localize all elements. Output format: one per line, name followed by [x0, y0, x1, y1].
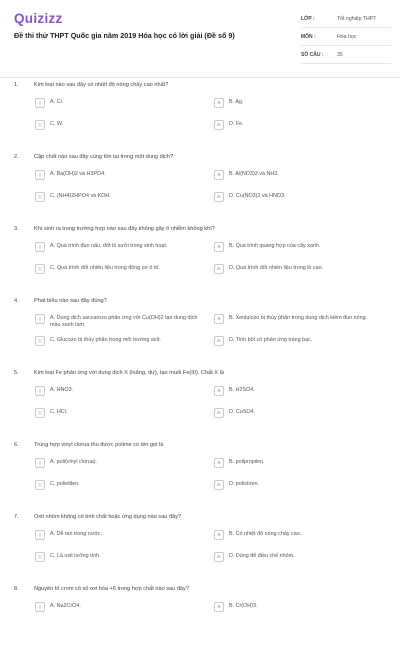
- question-text: Phát biểu nào sau đây đúng?: [34, 298, 107, 304]
- answer-option-d[interactable]: [214, 337, 384, 346]
- answer-option-a[interactable]: [35, 99, 205, 108]
- option-letter-box: A: [35, 530, 45, 540]
- option-letter-box: B: [214, 170, 224, 180]
- answer-option-a[interactable]: [35, 243, 205, 252]
- option-text: B. Quá trình quang hợp của cây xanh.: [229, 243, 321, 249]
- option-letter-box: B: [214, 98, 224, 108]
- option-letter-box: A: [35, 98, 45, 108]
- option-text: D. CuSO4.: [229, 409, 256, 415]
- option-text: A. Cr.: [50, 99, 64, 105]
- question-text: Kim loại Fe phản ứng với dung dịch X (loãng, dư), tạo muối Fe(III). Chất X là: [34, 370, 224, 376]
- question-number: 8.: [14, 586, 19, 592]
- option-letter-box: A: [35, 458, 45, 468]
- question-number: 4.: [14, 298, 19, 304]
- meta-value: Tốt nghiệp THPT: [337, 15, 377, 22]
- answer-option-c[interactable]: [35, 193, 205, 202]
- option-letter-box: C: [35, 120, 45, 130]
- answer-option-b[interactable]: [214, 459, 384, 468]
- question-number: 1.: [14, 82, 19, 88]
- answer-option-d[interactable]: [214, 481, 384, 490]
- option-text: B. Cr(OH)3.: [229, 603, 258, 609]
- question-3: [0, 222, 400, 294]
- answer-option-d[interactable]: [214, 121, 384, 130]
- option-letter-box: C: [35, 336, 45, 346]
- answer-option-c[interactable]: [35, 121, 205, 130]
- option-letter-box: D: [214, 120, 224, 130]
- option-letter-box: A: [35, 314, 45, 324]
- question-text: Cặp chất nào sau đây cùng tồn tại trong một dung dịch?: [34, 154, 174, 160]
- option-letter-box: B: [214, 314, 224, 324]
- question-text: Trùng hợp vinyl clorua thu được polime có tên gọi là: [34, 442, 164, 448]
- question-number: 3.: [14, 226, 19, 232]
- meta-row-question-count: [301, 46, 391, 64]
- option-letter-box: B: [214, 386, 224, 396]
- question-number: 5.: [14, 370, 19, 376]
- question-8: [0, 582, 400, 654]
- option-text: C. Quá trình đốt nhiên liệu trong động cơ ô tô.: [50, 265, 160, 271]
- meta-row-class: [301, 10, 391, 28]
- option-letter-box: D: [214, 480, 224, 490]
- answer-option-a[interactable]: [35, 603, 205, 612]
- answer-option-b[interactable]: [214, 315, 384, 324]
- option-letter-box: C: [35, 552, 45, 562]
- answer-option-a[interactable]: [35, 531, 205, 540]
- option-text: A. poli(vinyl clorua).: [50, 459, 98, 465]
- option-text: A. Dung dịch saccarozo phản ứng với Cu(OH)2 tạo dung dịch màu xanh lam.: [50, 315, 198, 329]
- option-text: B. Có nhiệt độ nóng chảy cao.: [229, 531, 302, 537]
- answer-option-c[interactable]: [35, 337, 205, 346]
- answer-option-a[interactable]: [35, 171, 205, 180]
- answer-option-a[interactable]: [35, 459, 205, 468]
- answer-option-b[interactable]: [214, 387, 384, 396]
- option-text: C. Là oxit lưỡng tính.: [50, 553, 101, 559]
- answer-option-a[interactable]: [35, 315, 205, 330]
- question-text: Oxit nhôm không có tính chất hoặc ứng dụng nào sau đây?: [34, 514, 182, 520]
- option-letter-box: C: [35, 408, 45, 418]
- option-letter-box: B: [214, 530, 224, 540]
- option-text: B. polipropilen.: [229, 459, 265, 465]
- option-letter-box: D: [214, 336, 224, 346]
- worksheet-meta: [301, 10, 391, 64]
- option-text: B. H2SO4.: [229, 387, 255, 393]
- option-letter-box: C: [35, 192, 45, 202]
- question-5: [0, 366, 400, 438]
- option-letter-box: C: [35, 480, 45, 490]
- answer-option-b[interactable]: [214, 531, 384, 540]
- option-text: D. Dùng để điều chế nhôm.: [229, 553, 295, 559]
- answer-option-d[interactable]: [214, 409, 384, 418]
- worksheet-header: [0, 0, 400, 62]
- meta-label: MÔN :: [301, 33, 316, 40]
- option-text: A. Na2CrO4.: [50, 603, 81, 609]
- answer-option-d[interactable]: [214, 193, 384, 202]
- question-number: 6.: [14, 442, 19, 448]
- meta-value: 35: [337, 51, 343, 58]
- answer-option-b[interactable]: [214, 243, 384, 252]
- option-text: A. Ba(OH)2 và H3PO4.: [50, 171, 106, 177]
- option-letter-box: A: [35, 170, 45, 180]
- option-text: C. HCl.: [50, 409, 68, 415]
- option-text: B. Al(NO3)3 và NH3.: [229, 171, 279, 177]
- option-text: B. Ag.: [229, 99, 244, 105]
- option-letter-box: B: [214, 602, 224, 612]
- question-7: [0, 510, 400, 582]
- option-text: A. Quá trình đun nấu, đốt lò sưởi trong sinh hoạt.: [50, 243, 168, 249]
- meta-value: Hóa học: [337, 33, 357, 40]
- option-text: D. Cu(NO3)2 và HNO3.: [229, 193, 286, 199]
- option-text: D. Fe.: [229, 121, 244, 127]
- option-text: A. Dễ tan trong nước.: [50, 531, 103, 537]
- option-letter-box: D: [214, 408, 224, 418]
- option-letter-box: A: [35, 386, 45, 396]
- answer-option-a[interactable]: [35, 387, 205, 396]
- option-text: B. Xenlulozo bị thủy phân trong dung dịch kiềm đun nóng.: [229, 315, 368, 321]
- answer-option-c[interactable]: [35, 265, 205, 274]
- question-text: Khí sinh ra trong trường hợp nào sau đây không gây ô nhiễm không khí?: [34, 226, 215, 232]
- question-text: Nguyên tố crom có số oxi hóa +6 trong hợp chất nào sau đây?: [34, 586, 189, 592]
- option-letter-box: B: [214, 242, 224, 252]
- quizizz-logo: Quizizz: [14, 11, 63, 26]
- answer-option-b[interactable]: [214, 99, 384, 108]
- option-text: D. polistiren.: [229, 481, 259, 487]
- question-2: [0, 150, 400, 222]
- option-letter-box: A: [35, 602, 45, 612]
- question-list: [0, 78, 400, 654]
- answer-option-b[interactable]: [214, 171, 384, 180]
- answer-option-d[interactable]: [214, 553, 384, 562]
- option-text: D. Quá trình đốt nhiên liệu trong lò cao.: [229, 265, 324, 271]
- worksheet-title: Đề thi thử THPT Quốc gia năm 2019 Hóa học có lời giải (Đề số 9): [14, 31, 235, 40]
- answer-option-b[interactable]: [214, 603, 384, 612]
- option-letter-box: D: [214, 264, 224, 274]
- question-4: [0, 294, 400, 366]
- question-number: 2.: [14, 154, 19, 160]
- option-text: C. polietilen.: [50, 481, 80, 487]
- option-text: C. Glucozo bị thủy phân trong môi trường axit.: [50, 337, 161, 343]
- question-number: 7.: [14, 514, 19, 520]
- option-letter-box: D: [214, 552, 224, 562]
- question-6: [0, 438, 400, 510]
- meta-label: SỐ CÂU :: [301, 51, 324, 58]
- answer-option-d[interactable]: [214, 265, 384, 274]
- answer-option-c[interactable]: [35, 553, 205, 562]
- option-text: C. W.: [50, 121, 64, 127]
- option-text: D. Tinh bột có phản ứng tráng bạc.: [229, 337, 313, 343]
- option-letter-box: D: [214, 192, 224, 202]
- question-text: Kim loại nào sau đây có nhiệt độ nóng chảy cao nhất?: [34, 82, 169, 88]
- option-text: A. HNO3.: [50, 387, 74, 393]
- meta-label: LỚP :: [301, 15, 315, 22]
- option-letter-box: A: [35, 242, 45, 252]
- option-letter-box: C: [35, 264, 45, 274]
- answer-option-c[interactable]: [35, 409, 205, 418]
- question-1: [0, 78, 400, 150]
- answer-option-c[interactable]: [35, 481, 205, 490]
- meta-row-subject: [301, 28, 391, 46]
- option-letter-box: B: [214, 458, 224, 468]
- option-text: C. (NH4)2HPO4 và KOH.: [50, 193, 111, 199]
